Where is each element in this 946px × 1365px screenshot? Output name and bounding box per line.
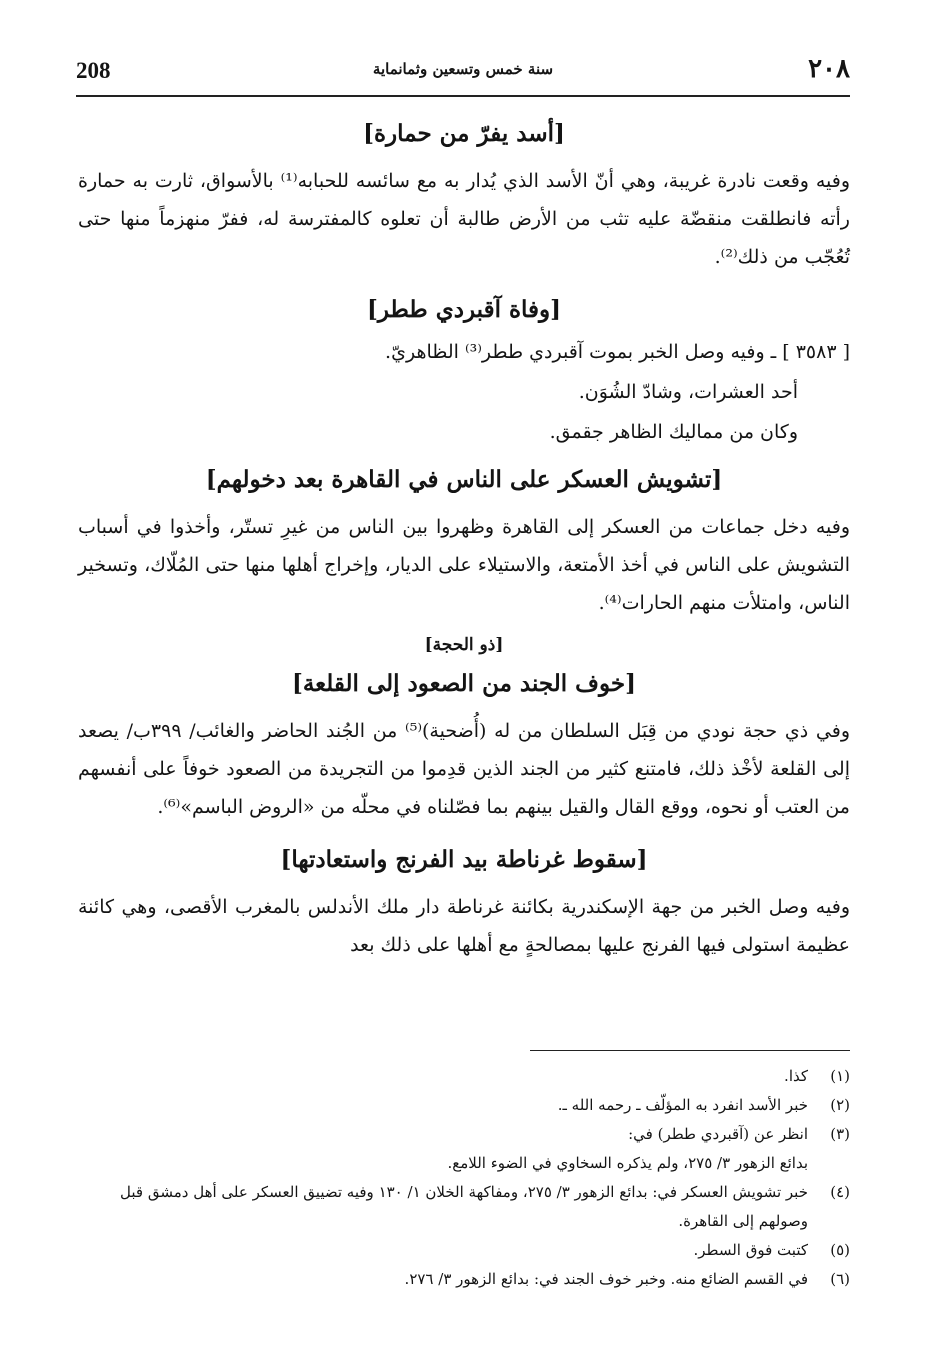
biography-line: وكان من مماليك الظاهر جقمق. [549, 421, 798, 443]
footnote-number: (٣) [830, 1125, 850, 1143]
section-heading: [خوف الجند من الصعود إلى القلعة] [291, 670, 637, 697]
footnote [78, 1265, 850, 1294]
footnotes [78, 1062, 850, 1294]
footnote-rule [530, 1050, 850, 1051]
section-heading: [وفاة آقبردي ططر] [366, 296, 562, 323]
page-number-arabic: ٢٠٨ [808, 54, 850, 84]
section-heading: [أسد يفرّ من حمارة] [363, 120, 565, 147]
footnote-number: (١) [830, 1067, 850, 1085]
footnote-text: كتبت فوق السطر. [693, 1241, 808, 1259]
footnote [78, 1236, 850, 1265]
footnote [78, 1120, 850, 1178]
footnote-text: خبر الأسد انفرد به المؤلّف ـ رحمه الله ـ. [557, 1096, 808, 1114]
section-paragraph: وفيه وصل الخبر من جهة الإسكندرية بكائنة غرناطة دار ملك الأندلس بالمغرب الأقصى، وهي كائنة عظيمة استولى فيها الفرنج عليها بمصالحةٍ مع أهلها على ذلك بعد [78, 896, 850, 956]
footnote-text: خبر تشويش العسكر في: بدائع الزهور ٣/ ٢٧٥، ومفاكهة الخلان ١/ ١٣٠ وفيه تضييق العسكر على أهل دمشق قبل وصولهم إلى القاهرة. [120, 1183, 808, 1230]
month-heading: [ذو الحجة] [424, 635, 504, 655]
footnote-number: (٦) [830, 1270, 850, 1288]
section-paragraph: وفيه وقعت نادرة غريبة، وهي أنّ الأسد الذي يُدار به مع سائسه للحبابه⁽¹⁾ بالأسواق، ثارت به حمارة رأته فانطلقت منقضّة عليه تثب من الأرض طالبة أن تعلوه كالمفترسة له، ففرّ منهزماً منها حتى تُعُجّب من ذلك⁽²⁾. [78, 170, 851, 268]
footnote-number: (٢) [830, 1096, 850, 1114]
running-header [76, 54, 850, 88]
footnote-text-line: انظر عن (آقبردي ططر) في: [628, 1125, 808, 1143]
main-text [78, 112, 850, 964]
footnote [78, 1091, 850, 1120]
biography-entry: [ ٣٥٨٣ ] ـ وفيه وصل الخبر بموت آقبردي ططر⁽³⁾ الظاهريّ. [385, 341, 850, 363]
footnote-text [78, 1120, 808, 1178]
footnote-text: في القسم الضائع منه. وخبر خوف الجند في: بدائع الزهور ٣/ ٢٧٦. [404, 1270, 808, 1288]
footnote-text-line: بدائع الزهور ٣/ ٢٧٥، ولم يذكره السخاوي في الضوء اللامع. [447, 1154, 808, 1172]
footnote-text: كذا. [784, 1067, 808, 1085]
footnote-number: (٥) [830, 1241, 850, 1259]
section-heading: [سقوط غرناطة بيد الفرنج واستعادتها] [280, 846, 648, 873]
section-paragraph: وفي ذي حجة نودي من قِبَل السلطان من له (أُضحية)⁽⁵⁾ من الجُند الحاضر والغائب/ ٣٩٩ب/ يصعد إلى القلعة لأخْذ ذلك، فامتنع كثير من الجند الذين قدِموا من التجريدة من الصعود خوفاً على أنفسهم من العتب أو نحوه، ووقع القال والقيل بينهم بما فصّلناه في محلّه من «الروض الباسم»⁽⁶⁾. [78, 720, 850, 818]
running-title: سنة خمس وتسعين وثمانماية [372, 60, 554, 78]
biography-line: أحد العشرات، وشادّ الشُوَن. [578, 381, 798, 403]
footnote-number: (٤) [830, 1183, 850, 1201]
section-paragraph: وفيه دخل جماعات من العسكر إلى القاهرة وظهروا بين الناس من غيرِ تستّر، وأخذوا في أسباب التشويش على الناس في أخذ الأمتعة، والاستيلاء على الديار، وإخراج أهلها منها حتى المُلّاك، وتسخير الناس، وامتلأت منهم الحارات⁽⁴⁾. [78, 516, 850, 614]
page-number-latin: 208 [76, 58, 111, 83]
header-rule [76, 95, 850, 97]
footnote [78, 1062, 850, 1091]
section-heading: [تشويش العسكر على الناس في القاهرة بعد دخولهم] [205, 466, 723, 493]
footnote [78, 1178, 850, 1236]
